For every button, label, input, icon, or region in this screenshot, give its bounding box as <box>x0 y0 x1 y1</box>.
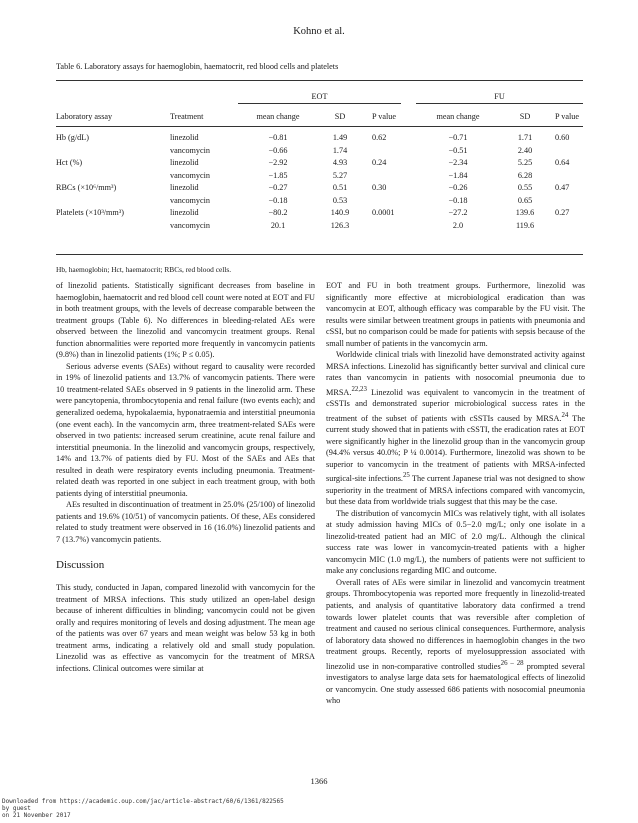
column-header: Laboratory assay <box>56 112 113 121</box>
fu-subrule <box>416 103 583 104</box>
table-cell: −2.34 <box>448 158 468 167</box>
table-cell: Platelets (×10³/mm³) <box>56 208 124 217</box>
table-cell: vancomycin <box>170 221 211 230</box>
running-title: Kohno et al. <box>293 26 345 37</box>
column-header: SD <box>519 112 531 121</box>
table-cell: 0.60 <box>555 133 570 142</box>
column-header: Treatment <box>170 112 204 121</box>
table-cell: 0.53 <box>332 196 348 205</box>
table-cell: 1.71 <box>517 133 533 142</box>
paragraph: Serious adverse events (SAEs) without regard to causality were recorded in 19% of linezolid patients and 13.7% of vancomycin patients. There were 10 treatment-related SAEs observed in 9 patients in the linezolid arm. These were pancytopenia, thrombocytopenia and renal failure (two events each); and generalized oedema, hypokalaemia, hyponatraemia and interstitial pneumonia (one event each). In the vancomycin arm, three treatment-related SAEs were observed in two patients: increased serum creatinine, acute renal failure and interstitial pneumonia. In the linezolid and vancomycin groups, respectively, 14% and 13.7% of patients died by FU. Most of the SAEs and AEs that resulted in death were respiratory events including pneumonia. Treatment-related death was reported in one subject in each treatment group, with both patients dying of interstitial pneumonia. <box>56 361 315 498</box>
table-cell: 0.24 <box>372 158 387 167</box>
group-header-fu: FU <box>494 92 505 101</box>
table-cell: 2.0 <box>452 221 464 230</box>
table-cell: 0.30 <box>372 183 387 192</box>
column-header: P value <box>555 112 580 121</box>
table-cell: 1.74 <box>332 146 348 155</box>
table-cell: vancomycin <box>170 171 211 180</box>
eot-subrule <box>238 103 401 104</box>
table-cell: 0.62 <box>372 133 387 142</box>
table-cell: 5.27 <box>332 171 348 180</box>
table-cell: 0.51 <box>332 183 348 192</box>
table-cell: −80.2 <box>268 208 288 217</box>
citation: 24 <box>561 411 569 419</box>
text-run: prompted several investigators to analyse large data sets for haematological effects of linezolid or vancomycin. One study assessed 686 patients with nosocomial pneumonia who <box>326 661 586 706</box>
download-stamp <box>2 798 284 819</box>
table-cell: RBCs (×10⁶/mm³) <box>56 183 117 192</box>
table-cell: 0.27 <box>555 208 570 217</box>
table-cell: −1.84 <box>448 171 468 180</box>
citation: 22,23 <box>351 385 367 393</box>
table-cell: 139.6 <box>515 208 535 217</box>
table-bottom-rule <box>56 254 583 255</box>
text-run: Worldwide clinical trials with linezolid have demonstrated activity against MRSA infections. Linezolid has significantly better survival and clinical cure rates than vancomycin in patients with nosocomial pneumonia due to MRSA. <box>326 350 585 397</box>
table-cell: −0.71 <box>448 133 468 142</box>
table-cell: 1.49 <box>332 133 348 142</box>
table-cell: vancomycin <box>170 196 211 205</box>
table-cell: 0.47 <box>555 183 570 192</box>
table-cell: 0.0001 <box>372 208 395 217</box>
table-cell: −0.18 <box>448 196 468 205</box>
group-header-eot: EOT <box>311 92 328 101</box>
paragraph: EOT and FU in both treatment groups. Furthermore, linezolid was significantly more effective at microbiological eradication than was vancomycin at EOT, although efficacy was comparable by the FU visit. The results were similar between treatment groups in patients with pneumonia and cSSI, but no comparison could be made for patients with sepsis because of the small number of patients in the vancomycin arm. <box>326 281 585 348</box>
table-cell: −0.81 <box>268 133 288 142</box>
table-top-rule <box>56 80 583 81</box>
table-cell: 0.55 <box>517 183 533 192</box>
citation: 25 <box>402 472 410 480</box>
table-cell: 0.65 <box>517 196 533 205</box>
download-line: on 21 November 2017 <box>2 812 71 819</box>
table-cell: linezolid <box>170 183 199 192</box>
table-cell: linezolid <box>170 208 199 217</box>
table-header-rule <box>56 126 583 127</box>
table-cell: −27.2 <box>448 208 468 217</box>
table-cell: 0.64 <box>555 158 570 167</box>
table-footnote: Hb, haemoglobin; Hct, haematocrit; RBCs, red blood cells. <box>56 265 232 274</box>
text-run: Linezolid was equivalent to vancomycin in the treatment of cSSTIs and demonstrated superior microbiological success rates in the treatment of the subset of patients with cSSTIs caused by MRSA. <box>326 387 585 423</box>
table-cell: 140.9 <box>330 208 350 217</box>
table-cell: −0.26 <box>448 183 468 192</box>
column-header: P value <box>372 112 397 121</box>
table-cell: 119.6 <box>515 221 535 230</box>
table-cell: −0.66 <box>268 146 288 155</box>
table-cell: 126.3 <box>330 221 350 230</box>
right-column <box>326 280 585 707</box>
text-run: Overall rates of AEs were similar in linezolid and vancomycin treatment groups. Thrombocytopenia was reported more frequently in linezolid-treated patients, and analysis of quantitative laboratory data confirmed a trend towards lower platelet counts that was reversible after completion of treatment and caused no serious clinical consequences. Furthermore, analysis of laboratory data showed no differences in haemoglobin changes in the two treatment groups. Recently, reports of myelosuppression associated with linezolid use in non-comparative controlled studies <box>326 577 585 671</box>
left-column <box>56 280 315 675</box>
paragraph: of linezolid patients. Statistically significant decreases from baseline in haemoglobin, haematocrit and red blood cell count were noted at EOT and FU in both treatment groups, with the levels of decrease comparable between the treatment groups (Table 6). No differences in bleeding-related AEs were observed between the linezolid and vancomycin treatment groups. Renal function abnormalities were reported more frequently in vancomycin patients (9.8%) than in linezolid patients (1%; P ≤ 0.05). <box>56 281 315 360</box>
column-header: SD <box>334 112 346 121</box>
page-number: 1366 <box>310 776 328 786</box>
download-line: by guest <box>2 805 31 812</box>
table-cell: 20.1 <box>270 221 286 230</box>
table-cell: 6.28 <box>517 171 533 180</box>
paragraph: The distribution of vancomycin MICs was relatively tight, with all isolates at study admission having MICs of 0.5−2.0 mg/L; only one isolate in a linezolid-treated patient had an MIC of 2.0 mg/L. Although the clinical success rate was lower in vancomycin-treated patients with a higher vancomycin MIC (1.0 mg/L), the numbers of patients were not sufficient to make any conclusions regarding MIC and outcome. <box>326 508 585 576</box>
table-cell: linezolid <box>170 133 199 142</box>
table-cell: −0.18 <box>268 196 288 205</box>
download-line: Downloaded from https://academic.oup.com/jac/article-abstract/60/6/1361/822565 <box>2 798 284 805</box>
paragraph <box>326 577 585 707</box>
table-caption: Table 6. Laboratory assays for haemoglobin, haematocrit, red blood cells and platelets <box>56 62 339 71</box>
table-cell: Hb (g/dL) <box>56 133 89 142</box>
table-cell: 2.40 <box>517 146 533 155</box>
column-header: mean change <box>436 112 480 121</box>
paragraph: AEs resulted in discontinuation of treatment in 25.0% (25/100) of linezolid patients and 19.6% (10/51) of vancomycin patients. Of these, AEs considered related to study treatment were observed in 16 (16.0%) linezolid patients and 7 (13.7%) vancomycin patients. <box>56 500 315 545</box>
table-cell: Hct (%) <box>56 158 83 167</box>
column-header: mean change <box>256 112 300 121</box>
table-cell: −2.92 <box>268 158 288 167</box>
table-cell: −1.85 <box>268 171 288 180</box>
paragraph: This study, conducted in Japan, compared linezolid with vancomycin for the treatment of MRSA infections. This study utilized an open-label design because of inherent difficulties in blinding; vancomycin could not be given orally and requires monitoring of levels and dosing adjustment. The mean age of the patients was over 67 years and mean weight was below 53 kg in both treatment arms, indicating a relatively old and small study population. Linezolid was as effective as vancomycin for the treatment of MRSA infections. Clinical outcomes were similar at <box>56 583 315 673</box>
table-cell: 4.93 <box>332 158 348 167</box>
paragraph <box>326 349 585 507</box>
section-heading-discussion: Discussion <box>56 558 105 571</box>
text-run: The current study showed that in patients with cSSTI, the eradication rates at EOT were significantly higher in the linezolid group than in the vancomycin group (94.4% versus 40.0%; P ¼ 0.0014). Furthermore, linezolid was shown to be superior to vancomycin in the treatment of patients with MRSA-infected surgical-site infections. <box>326 413 585 483</box>
table-cell: 5.25 <box>517 158 533 167</box>
table-cell: linezolid <box>170 158 199 167</box>
citation: 26 – 28 <box>500 659 524 667</box>
table-cell: −0.51 <box>448 146 468 155</box>
text-run: The current Japanese trial was not designed to show superiority in the treatment of MRSA infections compared with vancomycin, but these data from worldwide trials suggest that this may be the case. <box>326 474 585 507</box>
table-cell: vancomycin <box>170 146 211 155</box>
table-cell: −0.27 <box>268 183 288 192</box>
